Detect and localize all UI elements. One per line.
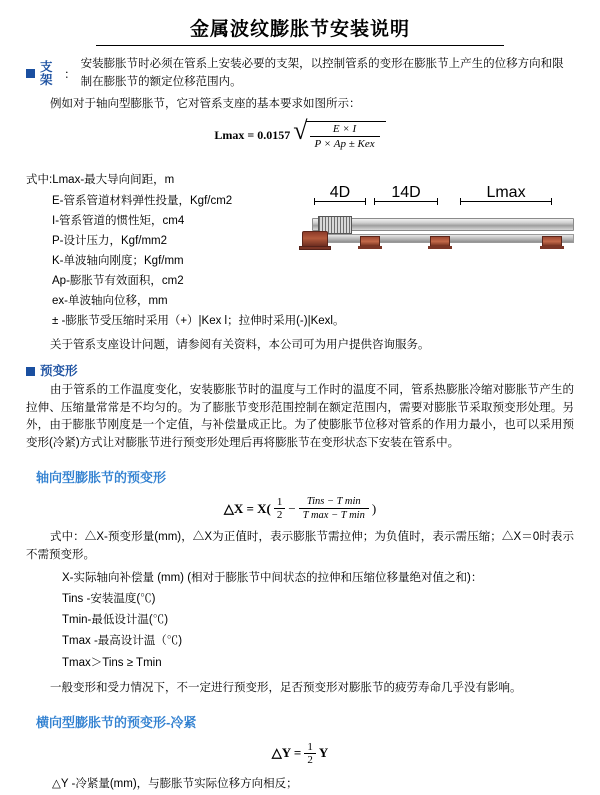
lateral-half-den: 2: [304, 753, 316, 766]
piping-diagram: [294, 160, 584, 279]
guide-support-3: [542, 236, 562, 247]
axial-half-fraction: [274, 496, 286, 521]
dimension-line-14d: [374, 201, 438, 202]
dimension-label-14d: 14D: [391, 184, 421, 202]
axial-formula-rhs: ): [371, 500, 377, 516]
support-para2: 例如对于轴向型膨胀节，它对管系支座的基本要求如图所示：: [50, 97, 361, 110]
axial-variable-line: Tmin-最低设计温(℃): [62, 614, 169, 627]
legend-item: ex-单波轴向位移，mm: [52, 295, 168, 308]
axial-temp-den: T max − T min: [299, 508, 369, 521]
dimension-line-lmax: [460, 201, 552, 202]
axial-minus-sign: −: [288, 500, 296, 516]
legend-item: K-单波轴向刚度；Kgf/mm: [52, 254, 184, 267]
bullet-square-icon: [26, 69, 35, 78]
axial-formula-lhs: △X = X(: [223, 500, 271, 516]
axial-temp-num: Tins − T min: [306, 496, 361, 507]
lmax-denominator: P × Ap ± Kex: [310, 136, 380, 150]
lateral-where-text: △Y -冷紧量(mm)，与膨胀节实际位移方向相反；: [52, 777, 298, 790]
lateral-formula-lhs: △Y =: [271, 745, 302, 761]
bullet-square-icon: [26, 367, 35, 376]
lmax-formula: [26, 116, 574, 151]
legend-item: ± -膨胀节受压缩时采用（+）|Kex l；拉伸时采用(-)|Kexl。: [52, 315, 345, 328]
dimension-label-4d: 4D: [329, 184, 351, 202]
axial-note: 一般变形和受力情况下，不一定进行预变形，足否预变形对膨胀节的疲劳寿命几乎没有影响。: [50, 681, 522, 694]
section-heading-support-label: 支架: [40, 60, 53, 87]
legend-item: 式中:Lmax-最大导向间距，m: [26, 174, 175, 187]
axial-half-den: 2: [274, 508, 286, 521]
axial-temp-fraction: [299, 496, 369, 521]
document-body: [0, 56, 600, 795]
sqrt-icon: √ $\frac{E \times I}{\text{P × Ap ± Kex}}$: [293, 121, 385, 150]
subsection-heading-lateral: 横向型膨胀节的预变形-冷紧: [36, 714, 197, 730]
axial-half-num: 1: [276, 496, 283, 508]
axial-where-text: 式中：△X-预变形量(mm)，△X为正值时，表示膨胀节需拉伸；为负值时，表示需压缩；△X＝0时表示不需预变形。: [26, 531, 574, 561]
lateral-formula: [26, 741, 574, 766]
document-page: [0, 14, 600, 790]
axial-formula: [26, 496, 574, 521]
axial-variable-line: Tins -安装温度(℃): [62, 592, 156, 605]
lmax-formula-lhs: Lmax = 0.0157: [214, 128, 291, 143]
axial-variable-line: Tmax -最高设计温（℃): [62, 635, 183, 648]
anchor-support-left: [302, 231, 328, 247]
lateral-half-num: 1: [307, 740, 313, 753]
title-divider: [96, 45, 504, 46]
guide-support-1: [360, 236, 380, 247]
legend-item: P-设计压力，Kgf/mm2: [52, 234, 168, 247]
section-heading-support: 支架 ： 安装膨胀节时必须在管系上安装必要的支架，以控制管系的变形在膨胀节上产生的位移方向和限制在膨胀节的额定位移范围内。: [26, 56, 574, 92]
lateral-half-fraction: [304, 741, 316, 766]
axial-variable-line: Tmax＞Tins ≥ Tmin: [62, 656, 162, 669]
legend-item: Ap-膨胀节有效面积，cm2: [52, 275, 184, 288]
dimension-label-lmax: Lmax: [486, 184, 526, 202]
section-heading-predeform-label: 预变形: [40, 364, 78, 379]
legend-and-drawing: [26, 160, 574, 331]
lmax-numerator: E × I: [332, 123, 357, 136]
section-heading-predeform: [26, 365, 574, 378]
axial-variable-line: X-实际轴向补偿量 (mm) (相对于膨胀节中间状态的拉伸和压缩位移量绝对值之和)：: [62, 571, 483, 584]
subsection-heading-axial: 轴向型膨胀节的预变形: [36, 470, 167, 485]
dimension-line-4d: [314, 201, 366, 202]
predeform-para1: 由于管系的工作温度变化，安装膨胀节时的温度与工作时的温度不同，管系热膨胀冷缩对膨胀节产生的拉伸、压缩量常常是不均匀的。为了膨胀节变形范围控制在额定范围内，需要对膨胀节采取预变形处理。另外，由于膨胀节刚度是一个定值，与补偿量成正比。为了使膨胀节位移对管系的作用力最小，也可以采用预变形(冷紧)方式让对膨胀节进行预变形处理后再将膨胀节在变形状态下安装在管系中。: [26, 383, 574, 450]
support-para1-inline: 安装膨胀节时必须在管系上安装必要的支架，以控制管系的变形在膨胀节上产生的位移方向和限制在膨胀节的额定位移范围内。: [80, 58, 564, 88]
page-title: 金属波纹膨胀节安装说明: [189, 19, 410, 40]
guide-support-2: [430, 236, 450, 247]
lateral-formula-rhs: Y: [318, 745, 329, 761]
legend-item: E-管系管道材料弹性投量，Kgf/cm2: [52, 194, 233, 207]
support-note: 关于管系支座设计问题，请参阅有关资料，本公司可为用户提供咨询服务。: [50, 339, 430, 352]
legend-item: I-管系管道的惯性矩，cm4: [52, 214, 185, 227]
